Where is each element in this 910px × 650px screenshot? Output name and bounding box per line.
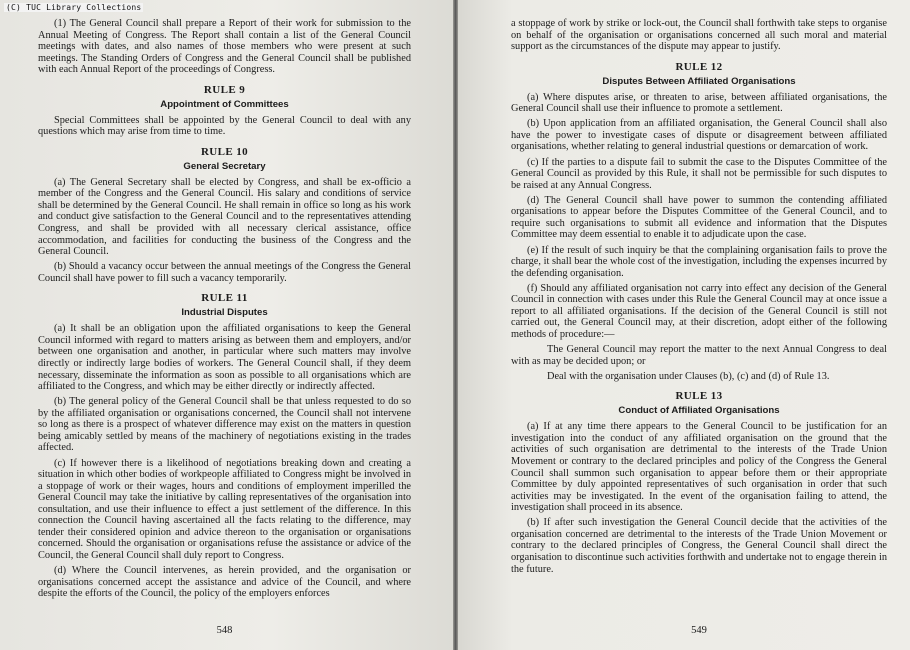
rule10-title: General Secretary: [183, 160, 266, 172]
rule10-heading: RULE 10: [200, 145, 249, 158]
left-page: [0, 0, 453, 650]
rule12-heading: RULE 12: [675, 60, 723, 73]
rule11-clause-b: (b) The general policy of the General Council shall be that unless requested to do so by the affiliated organisation or organisations concerned, the Council shall not intervene so long as there is a prospect of whatever difference may exist on the matters in question being amicably settled by means of the machinery of negotiations existing in the trades affected.: [38, 396, 411, 454]
rule9-text: Special Committees shall be appointed by the General Council to deal with any questions which may arise from time to time.: [38, 114, 411, 138]
watermark: (C) TUC Library Collections: [6, 3, 142, 12]
rule11-heading: RULE 11: [201, 292, 248, 305]
right-page: [458, 0, 910, 650]
rule12-clause-a: (a) Where disputes arise, or threaten to arise, between affiliated organisations, the General Council shall use their influence to promote a settlement.: [511, 91, 887, 115]
rule12-clause-d: (d) The General Council shall have power to summon the contending affiliated organisations to appear before the Disputes Committee of the General Council, and to require such organisations to submit all evidence and information that the Disputes Committee may deem essential to enable it to adjudicate upon the case.: [511, 194, 887, 241]
page-number-left: 548: [216, 625, 233, 636]
rule11-clause-d: (d) Where the Council intervenes, as herein provided, and the organisation or organisations concerned accept the assistance and advice of the Council, and where despite the efforts of the Council, the policy of the employers enforces: [38, 565, 411, 600]
rule13-title: Conduct of Affiliated Organisations: [618, 405, 780, 417]
rule10-clause-b: (b) Should a vacancy occur between the annual meetings of the Congress the General Council shall have power to fill such a vacancy temporarily.: [38, 261, 411, 284]
rule10-clause-a: (a) The General Secretary shall be elected by Congress, and shall be ex-officio a member of the Congress and the General Council. His salary and conditions of service shall be determined by the General Council. He shall remain in office so long as his work and conduct give satisfaction to the General Council and to the representatives attending Congress, and shall be provided with all necessary clerical assistance, office accommodation, and facilities for conducting the business of the Congress and the General Council.: [38, 176, 411, 258]
rule11-continued: a stoppage of work by strike or lock-out, the Council shall forthwith take steps to organise on behalf of the organisation or organisations concerned all such moral and material support as the circumstances of the dispute may appear to justify.: [511, 18, 887, 53]
rule12-clause-f-option-1: The General Council may report the matter to the next Annual Congress to deal with as may be decided upon; or: [511, 344, 887, 367]
rule12-clause-f-option-2: Deal with the organisation under Clauses (b), (c) and (d) of Rule 13.: [547, 370, 830, 382]
rule13-clause-b: (b) If after such investigation the General Council decide that the activities of the organisation concerned are detrimental to the interests of the Trade Union Movement or contrary to the declared principles of Congress, the General Council shall direct the organisation to discontinue such activities forthwith and undertake not to engage therein in the future.: [511, 517, 887, 575]
rule12-clause-e: (e) If the result of such inquiry be that the complaining organisation fails to prove the charge, it shall bear the whole cost of the investigation, including the expenses incurred by the defending organisation.: [511, 244, 887, 279]
rule12-clause-b: (b) Upon application from an affiliated organisation, the General Council shall also have the power to investigate cases of dispute or disagreement between affiliated organisations, whether relating to general industrial questions or demarcation of work.: [511, 118, 887, 153]
rule11-title: Industrial Disputes: [181, 307, 268, 319]
rule9-heading: RULE 9: [203, 83, 246, 96]
rule11-clause-a: (a) It shall be an obligation upon the affiliated organisations to keep the General Council informed with regard to matters arising as between them and employers, and/or between one organisation and another, in particular where such matters may involve directly or indirectly large bodies of workers. The General Council shall, if they deem necessary, disseminate the information as soon as possible to all organisations which are affiliated to the Congress, and which may be either directly or indirectly affected.: [38, 323, 411, 393]
rule13-clause-a: (a) If at any time there appears to the General Council to be justification for an investigation into the conduct of any affiliated organisation on the ground that the activities of such organisation are detrimental to the interests of the Trade Union Movement or contrary to the declared principles and policy of the Congress the General Council shall summon such organisation to appear before them or their appropriate Committee by duly appointed representatives of such organisation in order that such activities may be investigated. In the event of the organisation failing to attend, the investigation shall proceed in its absence.: [511, 421, 887, 514]
rule9-title: Appointment of Committees: [160, 98, 289, 110]
rule8-clause-1: (1) The General Council shall prepare a Report of their work for submission to the Annual Meeting of Congress. The Report shall contain a list of the General Council meetings with dates, and also names of those members who were present at such meetings. The Standing Orders of Congress and the General Council shall be published with each Annual Report of the proceedings of Congress.: [38, 18, 411, 76]
rule12-title: Disputes Between Affiliated Organisations: [602, 75, 796, 87]
left-text-column: [38, 18, 411, 603]
rule12-clause-c: (c) If the parties to a dispute fail to submit the case to the Disputes Committee of the General Council as provided by this Rule, it shall not be permissible for such disputes to be raised at any Annual Congress.: [511, 156, 887, 191]
rule11-clause-c: (c) If however there is a likelihood of negotiations breaking down and creating a situation in which other bodies of workpeople affiliated to Congress might be involved in a stoppage of work or their wages, hours and conditions of employment imperilled the General Council may take the initiative by calling representatives of the organisation into consultation, and use their influence to effect a just settlement of the difference. In this connection the Council having ascertained all the facts relating to the difference, may tender their considered opinion and advice thereon to the organisation or organisations concerned. Should the organisation or organisations refuse the assistance or advice of the Council, the General Council shall duly report to Congress.: [38, 457, 411, 561]
right-text-column: [511, 18, 887, 579]
rule13-heading: RULE 13: [675, 390, 723, 403]
rule12-clause-f: (f) Should any affiliated organisation not carry into effect any decision of the General Council in connection with cases under this Rule the General Council may at once issue a report to all affiliated organisations. If the decision of the General Council is still not carried out, the General Council may, at their discretion, adopt either of the following methods of procedure:—: [511, 282, 887, 340]
page-number-right: 549: [691, 625, 707, 636]
